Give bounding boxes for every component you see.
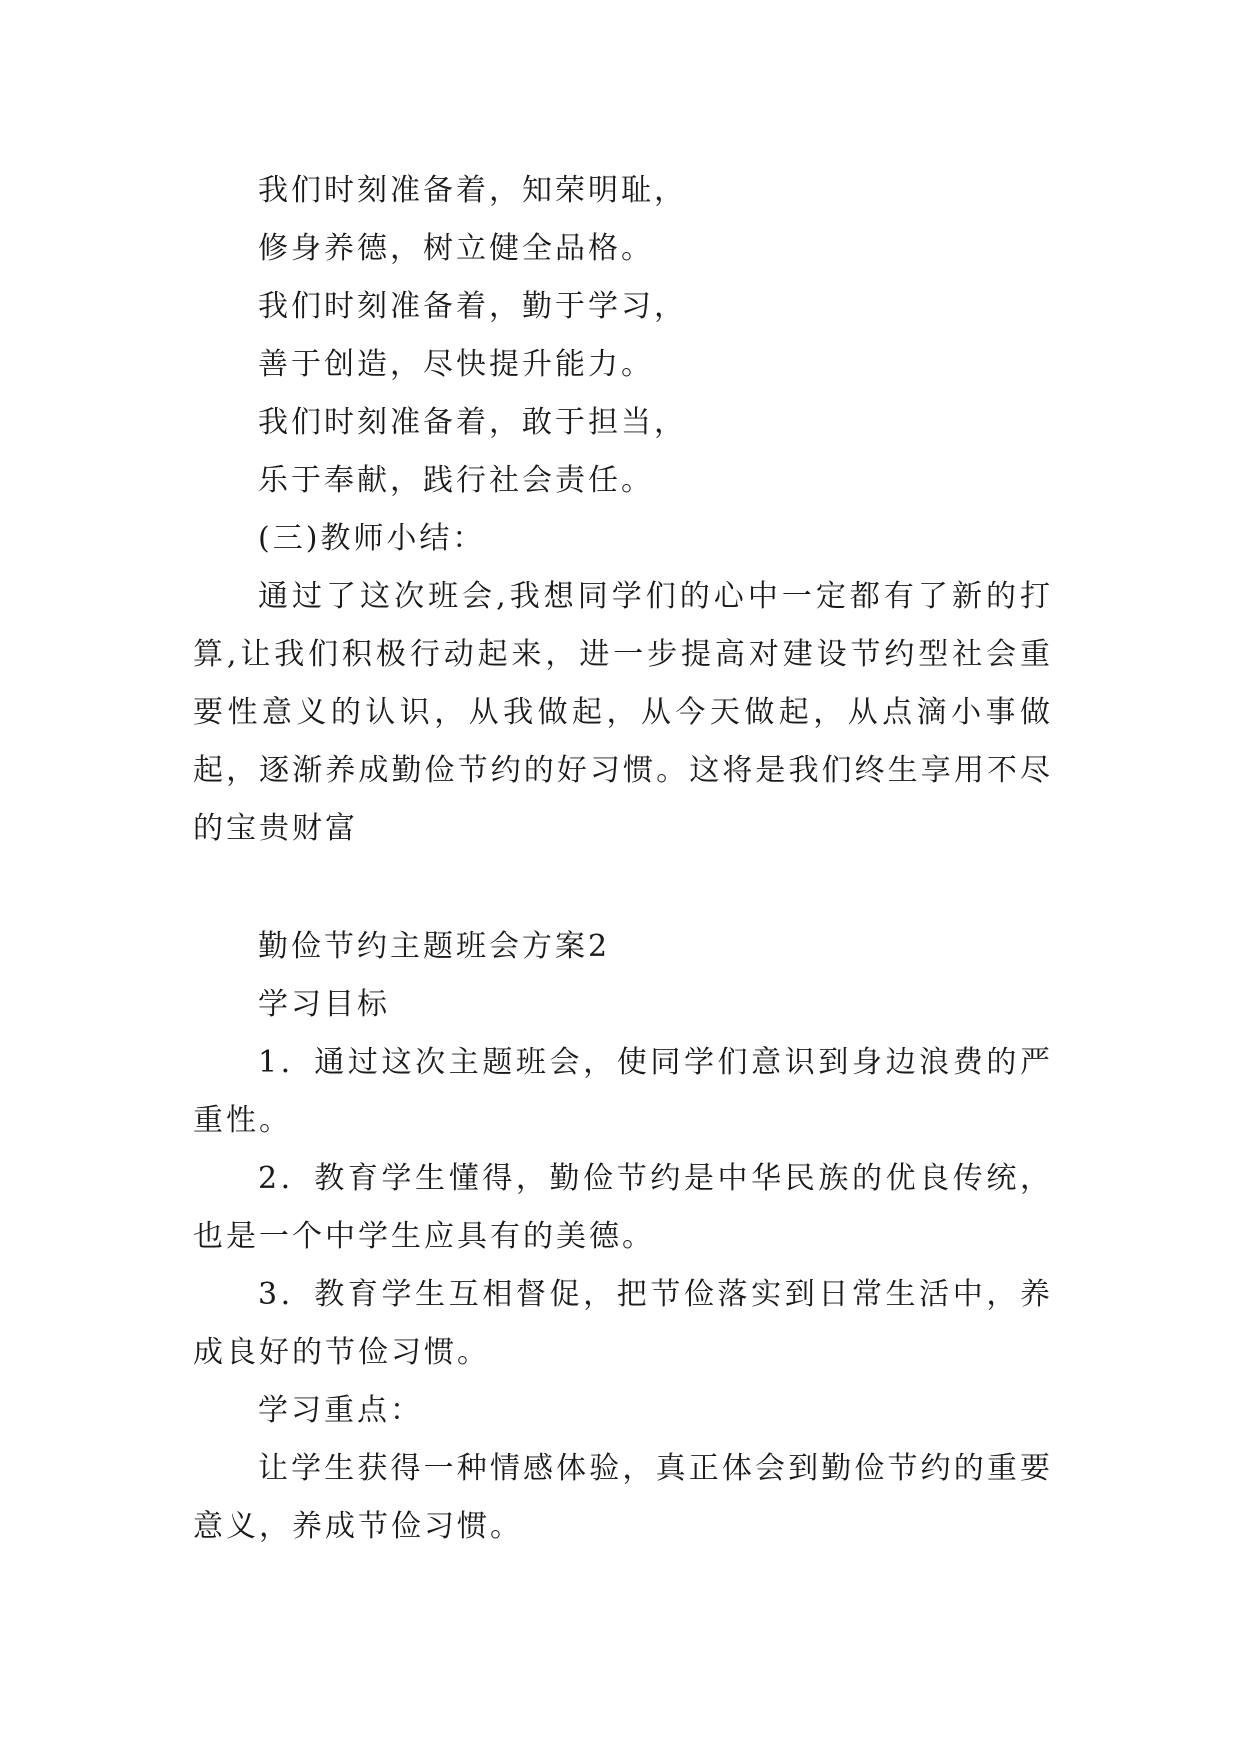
text-block-class-meeting-plan-2 — [193, 918, 1053, 1556]
text-block-pledge-and-summary — [193, 162, 1053, 858]
goal-item-2: 2．教育学生懂得，勤俭节约是中华民族的优良传统，也是一个中学生应具有的美德。 — [193, 1161, 1053, 1254]
pledge-line-1: 我们时刻准备着，知荣明耻， — [258, 173, 687, 208]
teacher-summary-paragraph: 通过了这次班会,我想同学们的心中一定都有了新的打算,让我们积极行动起来，进一步提高对建设节约型社会重要性意义的认识，从我做起，从今天做起，从点滴小事做起，逐渐养成勤俭节约的好习惯。这将是我们终生享用不尽的宝贵财富 — [193, 579, 1053, 846]
pledge-line-2: 修身养德，树立健全品格。 — [258, 231, 654, 266]
learning-focus-heading: 学习重点： — [258, 1393, 423, 1428]
goal-item-1: 1．通过这次主题班会，使同学们意识到身边浪费的严重性。 — [193, 1045, 1053, 1138]
pledge-line-4: 善于创造，尽快提升能力。 — [258, 347, 654, 382]
pledge-line-3: 我们时刻准备着，勤于学习， — [258, 289, 687, 324]
learning-goals-heading: 学习目标 — [258, 987, 390, 1022]
pledge-line-6: 乐于奉献，践行社会责任。 — [258, 463, 654, 498]
learning-focus-paragraph: 让学生获得一种情感体验，真正体会到勤俭节约的重要意义，养成节俭习惯。 — [193, 1451, 1053, 1544]
teacher-summary-heading: (三)教师小结： — [258, 521, 486, 556]
goal-item-3: 3．教育学生互相督促，把节俭落实到日常生活中，养成良好的节俭习惯。 — [193, 1277, 1053, 1370]
section-title: 勤俭节约主题班会方案2 — [258, 929, 611, 964]
pledge-line-5: 我们时刻准备着，敢于担当， — [258, 405, 687, 440]
